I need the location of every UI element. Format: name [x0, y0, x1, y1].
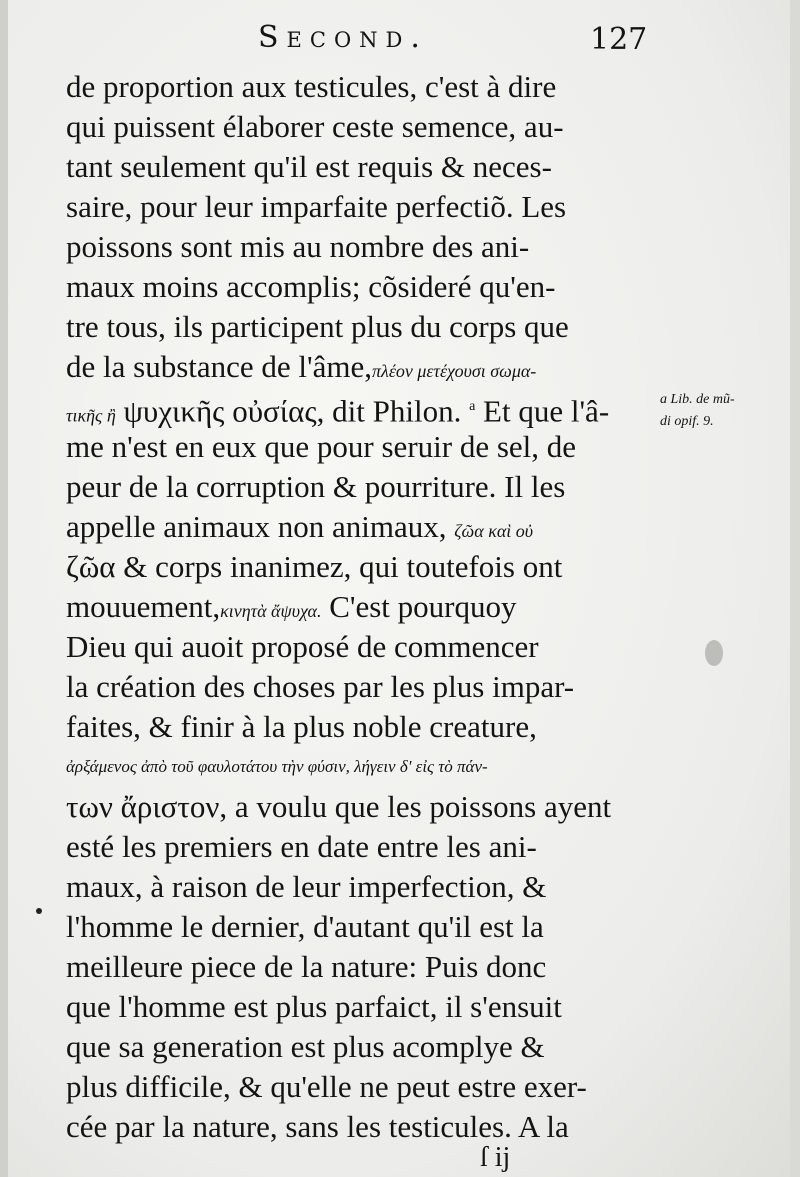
- ink-blot: [705, 640, 723, 666]
- page-edge-left: [0, 0, 8, 1177]
- greek-quote-1: πλέον μετέχουσι σωμα-: [372, 361, 537, 381]
- text-line-20: esté les premiers en date entre les ani-: [66, 829, 537, 864]
- text-line-17: faites, & finir à la plus noble creature,: [66, 709, 537, 744]
- page-edge-right: [790, 0, 800, 1177]
- text-line-12-main: appelle animaux non animaux,: [66, 509, 447, 544]
- text-line-8-main: de la substance de l'âme,: [66, 349, 372, 384]
- text-line-14-tail: C'est pourquoy: [321, 589, 517, 624]
- text-line-8: [66, 348, 536, 390]
- greek-quote-2: ζῶα καὶ οὐ: [454, 521, 534, 541]
- text-line-14: [66, 588, 516, 630]
- greek-quote-1b: τικῆς ἢ: [66, 405, 116, 426]
- footnote-marker: a: [469, 399, 476, 414]
- text-line-12: [66, 508, 533, 550]
- text-line-23: meilleure piece de la nature: Puis donc: [66, 949, 547, 984]
- page-number: 127: [590, 22, 648, 57]
- text-line-10: me n'est en eux que pour seruir de sel, de: [66, 429, 577, 464]
- text-line-13: ζῶα & corps inanimez, qui toutefois ont: [66, 549, 563, 584]
- text-line-7: tre tous, ils participent plus du corps que: [66, 309, 569, 344]
- text-line-9-tail: Et que l'â-: [475, 393, 610, 429]
- text-line-5: poissons sont mis au nombre des ani-: [66, 229, 530, 264]
- greek-quote-3: κινητὰ ἄψυχα.: [220, 601, 322, 621]
- text-line-11: peur de la corruption & pourriture. Il les: [66, 469, 566, 504]
- text-line-15: Dieu qui auoit proposé de commencer: [66, 629, 539, 664]
- text-line-25: que sa generation est plus acomplye &: [66, 1029, 545, 1064]
- text-line-3: tant seulement qu'il est requis & neces-: [66, 149, 552, 184]
- text-line-9-main: ψυχικῆς οὐσίας, dit Philon.: [123, 393, 462, 429]
- text-line-1: de proportion aux testicules, c'est à dire: [66, 69, 557, 104]
- text-line-14-main: mouuement,: [66, 589, 221, 624]
- text-line-22: l'homme le dernier, d'autant qu'il est la: [66, 909, 544, 944]
- running-title: Second.: [258, 20, 428, 55]
- margin-note-2: di opif. 9.: [660, 414, 714, 429]
- text-line-24: que l'homme est plus parfaict, il s'ensuit: [66, 989, 562, 1024]
- text-line-6: maux moins accomplis; cõsideré qu'en-: [66, 269, 556, 304]
- text-line-16: la création des choses par les plus impar-: [66, 669, 575, 704]
- signature-mark: ſ ij: [480, 1142, 511, 1173]
- text-line-2: qui puissent élaborer ceste semence, au-: [66, 109, 564, 144]
- text-line-4: saire, pour leur imparfaite perfectiõ. Les: [66, 189, 567, 224]
- text-line-26: plus difficile, & qu'elle ne peut estre exer-: [66, 1069, 587, 1104]
- ink-dot: [36, 908, 42, 914]
- greek-line-18: ἀρξάμενος ἀπὸ τοῦ φαυλοτάτου τὴν φύσιν, λήγειν δ' εἰς τὸ πάν-: [66, 757, 488, 776]
- text-line-27: cée par la nature, sans les testicules. A la: [66, 1109, 569, 1144]
- text-line-21: maux, à raison de leur imperfection, &: [66, 869, 547, 904]
- margin-note-1: a Lib. de mũ-: [660, 392, 735, 407]
- text-line-19: των ἄριστον, a voulu que les poissons ayent: [66, 789, 612, 824]
